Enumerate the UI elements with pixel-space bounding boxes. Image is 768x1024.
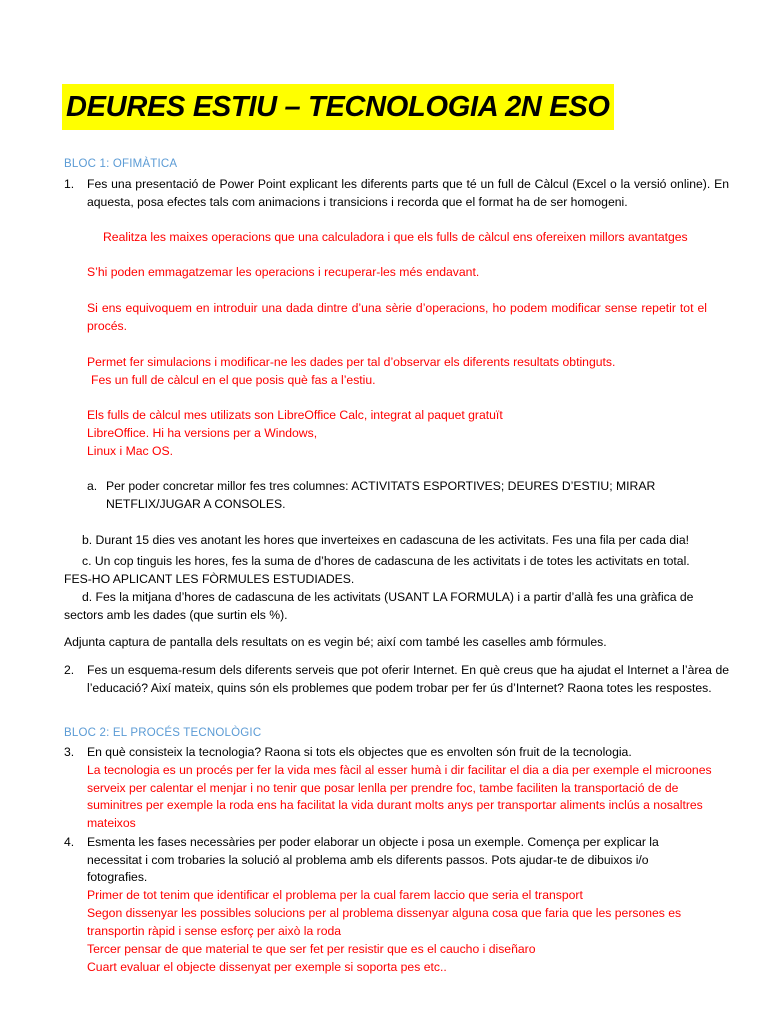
sub-item-b: b. Durant 15 dies ves anotant les hores que inverteixes en cadascuna de les activitats. Fes una fila per cada dia! (82, 533, 690, 547)
sub-item-text-a: Per poder concretar millor fes tres columnes: ACTIVITATS ESPORTIVES; DEURES D’ESTIU; MIRAR NETFLIX/JUGAR A CONSOLES. (106, 479, 656, 511)
section-heading-bloc2: BLOC 2: EL PROCÉS TECNOLÒGIC (64, 727, 262, 739)
item-text-4: Esmenta les fases necessàries per poder elaborar un objecte i posa un exemple. Comença per explicar la necessitat i com trobaries la solució al problema amb els diferents passos. Pots ajudar-te de dibuixos i/o fotografies. (87, 835, 659, 885)
section-heading-bloc1: BLOC 1: OFIMÀTICA (64, 158, 178, 170)
answer-line-6: Els fulls de càlcul mes utilizats son LibreOffice Calc, integrat al paquet gratuït (87, 408, 503, 422)
attach-instruction: Adjunta captura de pantalla dels resultats on es vegin bé; així com també les caselles amb fórmules. (64, 635, 607, 649)
item-text-3: En què consisteix la tecnologia? Raona si tots els objectes que es envolten són fruit de la tecnologia. (87, 745, 632, 759)
document-title: DEURES ESTIU – TECNOLOGIA 2N ESO (62, 84, 614, 130)
item-text-1: Fes una presentació de Power Point explicant les diferents parts que té un full de Càlcul (Excel o la versió online). En aquesta, posa efectes tals com animacions i transicions i recorda que el format ha de ser homogeni. (87, 177, 729, 209)
item-number-3: 3. (64, 745, 75, 759)
item-answer-3: La tecnologia es un procés per fer la vida mes fàcil al esser humà i dir facilitar el dia a dia per exemple el microones serveix per calentar el menjar i no tenir que posar lenlla per prendre foc, tambe faciliten la transportació de de suminitres per exemple la roda ens ha facilitat la vida durant molts anys per transportar aliments inclús a nosaltres mateixos (87, 763, 712, 830)
item-number-1: 1. (64, 177, 75, 191)
sub-item-label-a: a. (87, 479, 98, 493)
sub-item-c: c. Un cop tinguis les hores, fes la suma de d’hores de cadascuna de les activitats i de totes les activitats en total. (82, 554, 690, 568)
answer-line-5: Fes un full de càlcul en el que posis què fas a l’estiu. (91, 373, 376, 387)
item-number-4: 4. (64, 835, 75, 849)
sub-item-c-caps: FES-HO APLICANT LES FÒRMULES ESTUDIADES. (64, 572, 355, 586)
item4-answer-3: Tercer pensar de que material te que ser fet per resistir que es el caucho i diseñaro (87, 942, 536, 956)
answer-line-3: Si ens equivoquem en introduir una dada dintre d’una sèrie d’operacions, ho podem modificar sense repetir tot el procés. (87, 301, 707, 333)
item4-answer-2: Segon dissenyar les possibles solucions per al problema dissenyar alguna cosa que faria que les persones es transportin ràpid i sense esforç per això la roda (87, 906, 682, 938)
sub-item-d: d. Fes la mitjana d’hores de cadascuna de les activitats (USANT LA FORMULA) i a partir d’allà fes una gràfica de sectors amb les dades (que surtin els %). (64, 590, 694, 622)
answer-line-2: S’hi poden emmagatzemar les operacions i recuperar-les més endavant. (87, 265, 480, 279)
item4-answer-1: Primer de tot tenim que identificar el problema per la cual farem laccio que seria el transport (87, 888, 583, 902)
answer-line-7: LibreOffice. Hi ha versions per a Windows, (87, 426, 318, 440)
item-text-2: Fes un esquema-resum dels diferents serveis que pot oferir Internet. En què creus que ha ajudat el Internet a l’àrea de l’educació? Així mateix, quins són els problemes que podem trobar per fer ús d’Internet? Raona totes les respostes. (87, 663, 729, 695)
answer-line-8: Linux i Mac OS. (87, 444, 174, 458)
answer-line-4: Permet fer simulacions i modificar-ne les dades per tal d’observar els diferents resultats obtinguts. (87, 355, 616, 369)
item-number-2: 2. (64, 663, 75, 677)
item4-answer-4: Cuart evaluar el objecte dissenyat per exemple si soporta pes etc.. (87, 960, 447, 974)
answer-line-1: Realitza les maixes operacions que una calculadora i que els fulls de càlcul ens ofereixen millors avantatges (103, 230, 688, 244)
